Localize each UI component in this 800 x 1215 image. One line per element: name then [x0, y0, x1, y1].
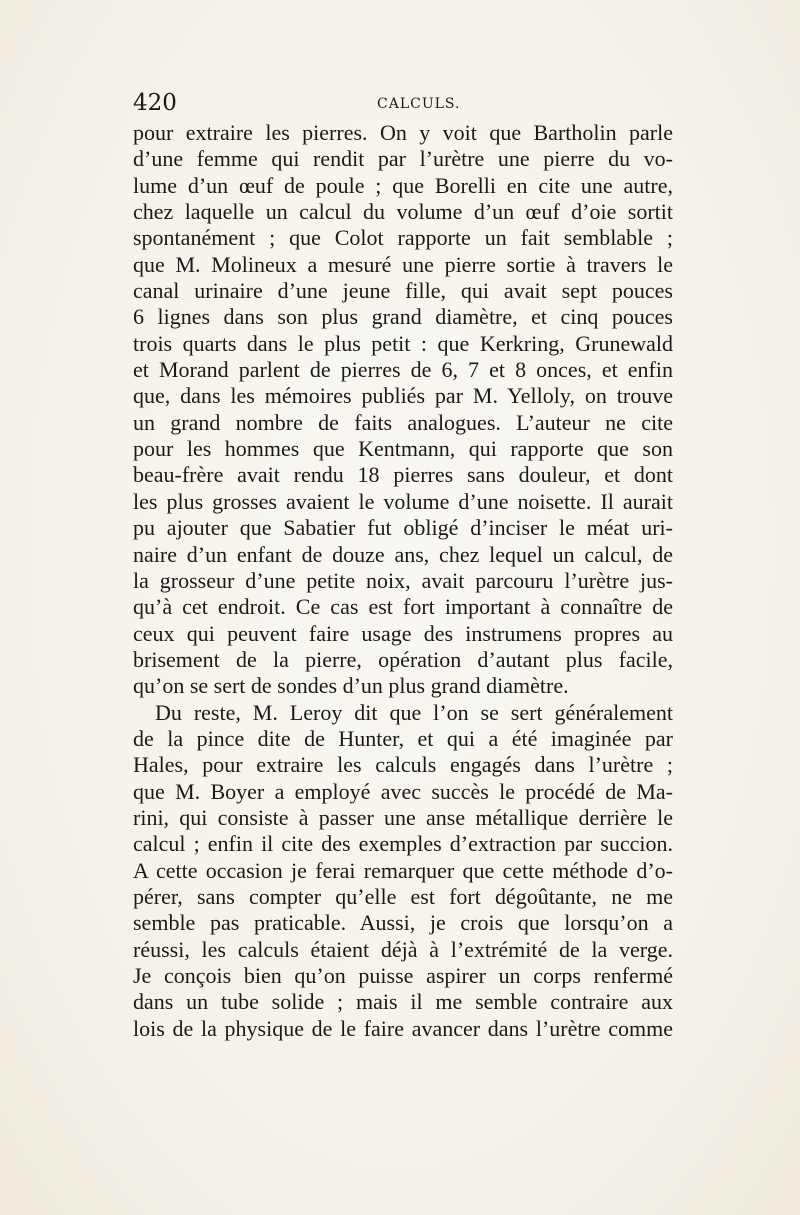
text-line: 6 lignes dans son plus grand diamètre, et cinq pouces	[133, 304, 673, 330]
text-line: que, dans les mémoires publiés par M. Yelloly, on trouve	[133, 383, 673, 409]
running-head: CALCULS.	[377, 96, 461, 112]
page-header	[133, 88, 673, 124]
text-line: naire d’un enfant de douze ans, chez lequel un calcul, de	[133, 541, 673, 567]
text-line: dans un tube solide ; mais il me semble contraire aux	[133, 989, 673, 1015]
text-line: beau-frère avait rendu 18 pierres sans douleur, et dont	[133, 462, 673, 488]
text-line: de la pince dite de Hunter, et qui a été imaginée par	[133, 725, 673, 751]
text-line: calcul ; enfin il cite des exemples d’extraction par succion.	[133, 831, 673, 857]
text-line: ceux qui peuvent faire usage des instrumens propres au	[133, 620, 673, 646]
text-line: Du reste, M. Leroy dit que l’on se sert généralement	[155, 699, 673, 725]
text-line: pour les hommes que Kentmann, qui rapporte que son	[133, 436, 673, 462]
text-line: qu’à cet endroit. Ce cas est fort important à connaître de	[133, 594, 673, 620]
text-line: un grand nombre de faits analogues. L’auteur ne cite	[133, 409, 673, 435]
text-line: chez laquelle un calcul du volume d’un œuf d’oie sortit	[133, 199, 673, 225]
text-line: et Morand parlent de pierres de 6, 7 et 8 onces, et enfin	[133, 357, 673, 383]
text-line: Je conçois bien qu’on puisse aspirer un corps renfermé	[133, 963, 673, 988]
body-text	[133, 120, 673, 1042]
text-line: canal urinaire d’une jeune fille, qui avait sept pouces	[133, 278, 673, 304]
text-line: pu ajouter que Sabatier fut obligé d’inciser le méat uri-	[133, 515, 673, 541]
text-line: semble pas praticable. Aussi, je crois que lorsqu’on a	[133, 910, 673, 936]
text-line: spontanément ; que Colot rapporte un fait semblable ;	[133, 225, 673, 251]
paragraph-1	[133, 120, 673, 700]
text-line: réussi, les calculs étaient déjà à l’extrémité de la verge.	[133, 936, 673, 962]
text-line: pérer, sans compter qu’elle est fort dégoûtante, ne me	[133, 883, 673, 909]
text-line: Hales, pour extraire les calculs engagés dans l’urètre ;	[133, 752, 673, 778]
text-line: les plus grosses avaient le volume d’une noisette. Il aurait	[133, 488, 673, 514]
text-line: lois de la physique de le faire avancer dans l’urètre comme	[133, 1015, 673, 1041]
text-line: que M. Boyer a employé avec succès le procédé de Ma-	[133, 778, 673, 804]
text-line: A cette occasion je ferai remarquer que cette méthode d’o-	[133, 857, 673, 883]
text-line: la grosseur d’une petite noix, avait parcouru l’urètre jus-	[133, 567, 673, 593]
text-line: qu’on se sert de sondes d’un plus grand diamètre.	[133, 673, 569, 699]
text-line: trois quarts dans le plus petit : que Kerkring, Grunewald	[133, 330, 673, 356]
text-line: lume d’un œuf de poule ; que Borelli en cite une autre,	[133, 172, 673, 198]
text-line: d’une femme qui rendit par l’urètre une pierre du vo-	[133, 146, 673, 172]
text-line: rini, qui consiste à passer une anse métallique derrière le	[133, 804, 673, 830]
text-line: brisement de la pierre, opération d’autant plus facile,	[133, 646, 673, 672]
paragraph-2	[133, 700, 673, 1042]
text-line: que M. Molineux a mesuré une pierre sortie à travers le	[133, 251, 673, 277]
text-line: pour extraire les pierres. On y voit que Bartholin parle	[133, 120, 673, 145]
page-number: 420	[133, 90, 177, 116]
